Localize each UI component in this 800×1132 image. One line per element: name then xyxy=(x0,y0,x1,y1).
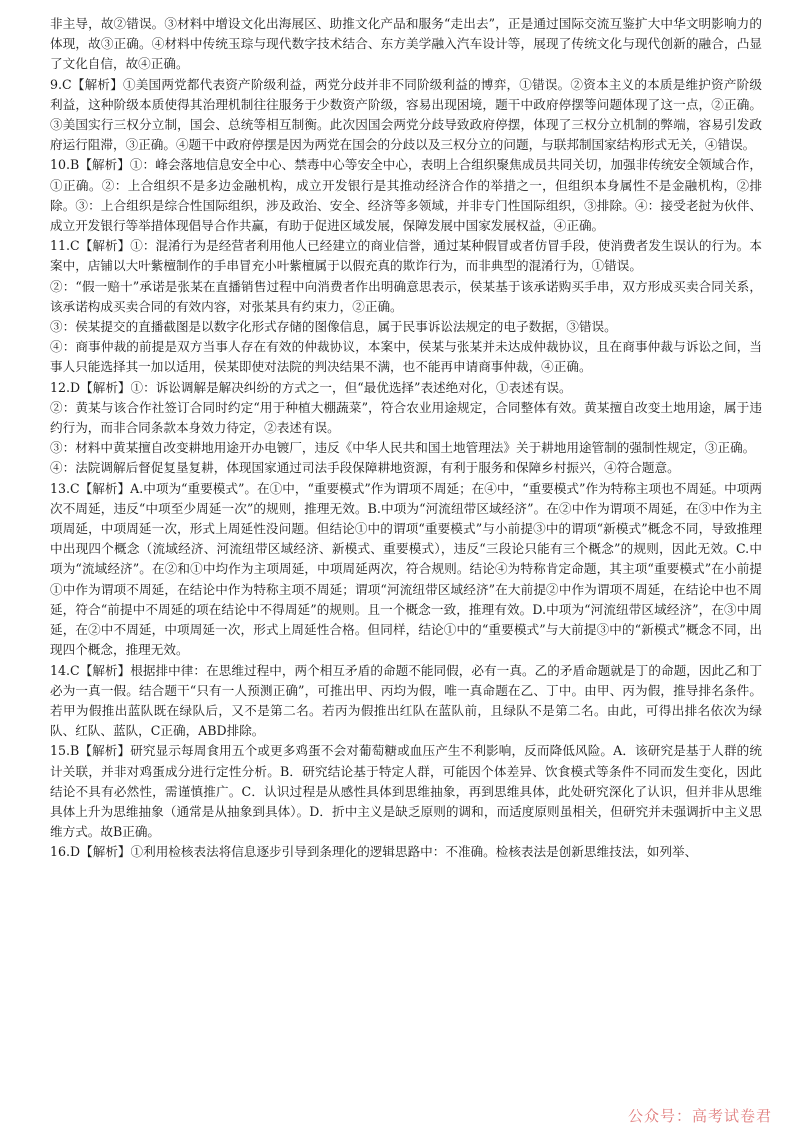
paragraph-answer-11-item-4: ④：商事仲裁的前提是双方当事人存在有效的仲裁协议，本案中，侯某与张某并未达成仲裁协议，且在商事仲裁与诉讼之间，当事人只能选择其一加以适用，侯某即使对法院的判决结果不满，也不能再申请商事仲裁，④正确。 xyxy=(50,339,762,375)
paragraph-answer-9: 9.C【解析】①美国两党都代表资产阶级利益，两党分歧并非不同阶级利益的博弈，①错误。②资本主义的本质是维护资产阶级利益，这种阶级本质使得其治理机制往往服务于少数资产阶级，容易出现困境，题干中政府停摆等问题体现了这一点，②正确。③美国实行三权分立制，国会、总统等相互制衡。此次因国会两党分歧导致政府停摆，体现了三权分立机制的弊端，容易引发政府运行阻滞，③正确。④题干中政府停摆是因为两党在国会的分歧以及三权分立的问题，与联邦制国家结构形式无关，④错误。 xyxy=(50,76,762,153)
paragraph-answer-12-item-2: ②：黄某与该合作社签订合同时约定“用于种植大棚蔬菜”，符合农业用途规定，合同整体有效。黄某擅自改变土地用途，属于违约行为，而非合同条款本身效力待定，②表述有误。 xyxy=(50,399,762,436)
watermark: 公众号：高考试卷君 xyxy=(627,1107,772,1125)
paragraph-answer-12-item-3: ③：材料中黄某擅自改变耕地用途开办电镀厂，违反《中华人民共和国土地管理法》关于耕地用途管制的强制性规定，③正确。 xyxy=(50,440,756,456)
paragraph-answer-16: 16.D【解析】①利用检核表法将信息逐步引导到条理化的逻辑思路中：不准确。检核表法是创新思维技法，如列举、 xyxy=(50,844,698,860)
paragraph-answer-10: 10.B【解析】①：峰会落地信息安全中心、禁毒中心等安全中心，表明上合组织聚焦成员共同关切，加强非传统安全领域合作，①正确。②：上合组织不是多边金融机构，成立开发银行是其推动经济合作的举措之一，但组织本身属性不是金融机构，②排除。③：上合组织是综合性国际组织，涉及政治、安全、经济等多领域，并非专门性国际组织，③排除。④：接受老挝为伙伴、成立开发银行等举措体现倡导合作共赢，有助于促进区域发展，保障发展中国家发展权益，④正确。 xyxy=(50,157,762,234)
paragraph-answer-15: 15.B【解析】研究显示每周食用五个或更多鸡蛋不会对葡萄糖或血压产生不利影响，反而降低风险。A．该研究是基于人群的统计关联，并非对鸡蛋成分进行定性分析。B．研究结论基于特定人群，可能因个体差异、饮食模式等条件不同而发生变化，因此结论不具有必然性，需谨慎推广。C．认识过程是从感性具体到思维抽象，再到思维具体，此处研究深化了认识，但并非从思维具体上升为思维抽象（通常是从抽象到具体）。D．折中主义是缺乏原则的调和，而适度原则虽相关，但研究并未强调折中主义思维方式。故B正确。 xyxy=(50,743,762,840)
paragraph-answer-14: 14.C【解析】根据排中律：在思维过程中，两个相互矛盾的命题不能同假，必有一真。乙的矛盾命题就是丁的命题，因此乙和丁必为一真一假。结合题干“只有一人预测正确”，可推出甲、丙均为假，唯一真命题在乙、丁中。由甲、丙为假，推导排名条件。若甲为假推出蓝队既在绿队后，又不是第二名。若丙为假推出红队在蓝队前，且绿队不是第二名。由此，可得出排名依次为绿队、红队、蓝队，C正确，ABD排除。 xyxy=(50,662,762,739)
paragraph-answer-13: 13.C【解析】A.中项为“重要模式”。在①中，“重要模式”作为谓项不周延；在④中，“重要模式”作为特称主项也不周延。中项两次不周延，违反“中项至少周延一次”的规则，推理无效。B.中项为“河流纽带区域经济”。在②中作为谓项不周延，在③中作为主项周延，中项周延一次，形式上周延性没问题。但结论①中的谓项“重要模式”与小前提③中的谓项“新模式”概念不同，导致推理中出现四个概念（流域经济、河流纽带区域经济、新模式、重要模式），违反“三段论只能有三个概念”的规则，因此无效。C.中项为“流域经济”。在②和①中均作为主项周延，中项周延两次，符合规则。结论④为特称肯定命题，其主项“重要模式”在小前提①中作为谓项不周延，在结论中作为特称主项不周延；谓项“河流纽带区域经济”在大前提②中作为谓项不周延，在结论中也不周延，符合“前提中不周延的项在结论中不得周延”的规则。且一个概念一致，推理有效。D.中项为“河流纽带区域经济”，在③中周延，在②中不周延，中项周延一次，形式上周延性合格。但同样，结论①中的“重要模式”与大前提③中的“新模式”概念不同，出现四个概念，推理无效。 xyxy=(50,480,762,658)
paragraph-answer-11-item-2: ②：“假一赔十”承诺是张某在直播销售过程中向消费者作出明确意思表示，侯某基于该承诺购买手串，双方形成买卖合同关系，该承诺构成买卖合同的有效内容，对张某具有约束力，②正确。 xyxy=(50,278,762,314)
paragraph-answer-11-item-3: ③：侯某提交的直播截图是以数字化形式存储的图像信息，属于民事诉讼法规定的电子数据，③错误。 xyxy=(50,319,617,335)
document-body xyxy=(50,14,762,863)
paragraph-answer-12: 12.D【解析】①：诉讼调解是解决纠纷的方式之一，但“最优选择”表述绝对化，①表述有误。 xyxy=(50,379,572,395)
paragraph-answer-11: 11.C【解析】①：混淆行为是经营者利用他人已经建立的商业信誉，通过某种假冒或者仿冒手段，使消费者发生误认的行为。本案中，店铺以大叶紫檀制作的手串冒充小叶紫檀属于以假充真的欺诈行为，而非典型的混淆行为，①错误。 xyxy=(50,238,762,274)
paragraph-answer-12-item-4: ④：法院调解后督促复垦复耕，体现国家通过司法手段保障耕地资源，有利于服务和保障乡村振兴，④符合题意。 xyxy=(50,460,680,476)
paragraph-8-continued: 非主导，故②错误。③材料中增设文化出海展区、助推文化产品和服务“走出去”，正是通过国际交流互鉴扩大中华文明影响力的体现，故③正确。④材料中传统玉琮与现代数字技术结合、东方美学融入汽车设计等，展现了传统文化与现代创新的融合，凸显了文化自信，故④正确。 xyxy=(50,16,762,72)
